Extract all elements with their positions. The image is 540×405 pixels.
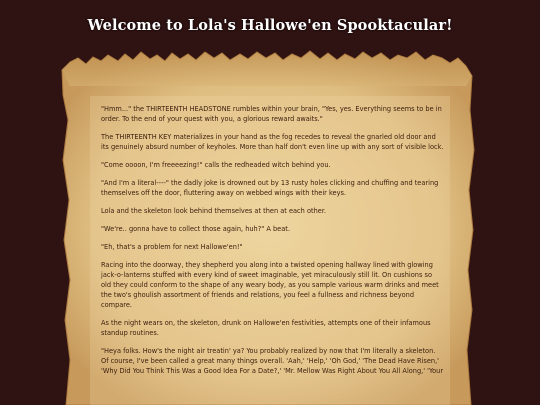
story-paragraph: "Hmm..." the THIRTEENTH HEADSTONE rumbles within your brain, "Yes, yes. Everything seems to be in order. To the end of your quest with you, a glorious reward awaits." [101,105,442,123]
story-paragraph: "Come oooon, I'm freeeezing!" calls the redheaded witch behind you. [101,161,331,169]
story-paragraph: "And I'm a literal----" the dadly joke is drowned out by 13 rusty holes clicking and chuffing and tearing themselves off the door, fluttering away on webbed wings with their keys. [101,179,439,197]
story-paragraph: "Eh, that's a problem for next Hallowe'en!" [101,243,243,251]
story-paragraph: Racing into the doorway, they shepherd you along into a twisted opening hallway lined with glowing jack-o-lanterns stuffed with every kind of sweet imaginable, yet miraculously still lit. On cushions so old they could conform to the shape of any weary body, as you sample various warm drinks and meet the two's ghoulish assortment of friends and relations, you feel a fullness and richness beyond compare. [101,261,439,309]
story-paragraph: "Heya folks. How's the night air treatin' ya? You probably realized by now that I'm literally a skeleton. Of course, I've been called a great many things overall. 'Aah,' 'Help,' 'Oh God,' 'The Dead Have Risen,' 'Why Did You Think This Was a Good Idea For a Date?,' 'Mr. Mellow Was Right About You All Along,' 'Your [101,347,444,375]
story-paragraph: The THIRTEENTH KEY materializes in your hand as the fog recedes to reveal the gnarled old door and its genuinely absurd number of keyholes. More than half don't even line up with any sort of visible lock. [101,133,444,151]
story-paragraph: As the night wears on, the skeleton, drunk on Hallowe'en festivities, attempts one of their infamous standup routines. [101,319,431,337]
story-text [101,104,444,384]
story-paragraph: "We're.. gonna have to collect those again, huh?" A beat. [101,225,290,233]
story-paragraph: Lola and the skeleton look behind themselves at then at each other. [101,207,327,215]
page-title: Welcome to Lola's Hallowe'en Spooktacular! [87,17,453,34]
